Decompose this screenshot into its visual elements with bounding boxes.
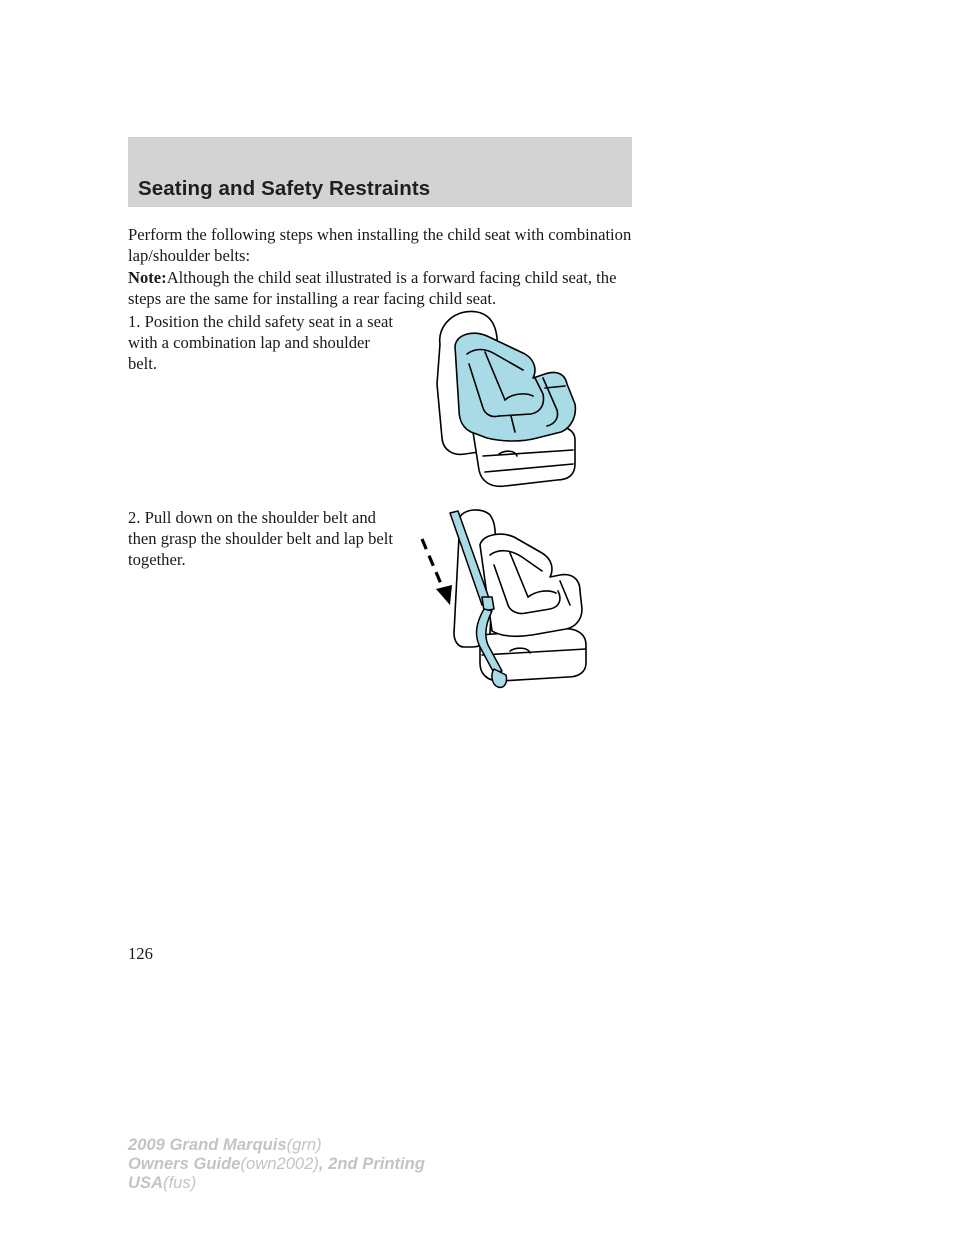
section-title: Seating and Safety Restraints [138,177,431,200]
arrow-head-icon [436,585,452,605]
child-seat-illustration-1 [425,304,605,490]
footer-line-1: 2009 Grand Marquis(grn) [128,1135,322,1154]
section-header-band [128,137,632,207]
footer-line-2: Owners Guide(own2002), 2nd Printing [128,1154,425,1173]
footer-printing-info [128,1135,425,1192]
note-text: Although the child seat illustrated is a forward facing child seat, the steps are the same for installing a rear facing child seat. [128,268,617,308]
note-paragraph [128,267,648,309]
step-2-text: 2. Pull down on the shoulder belt and then grasp the shoulder belt and lap belt together. [128,508,393,569]
page-number: 126 [128,944,153,963]
pull-down-arrow-icon [422,539,444,591]
step-1-text: 1. Position the child safety seat in a seat with a combination lap and shoulder belt. [128,312,393,373]
child-seat-illustration-2 [410,505,602,695]
footer-line-3: USA(fus) [128,1173,197,1192]
intro-paragraph: Perform the following steps when installing the child seat with combination lap/shoulder belts: [128,225,632,265]
note-label: Note: [128,268,167,287]
